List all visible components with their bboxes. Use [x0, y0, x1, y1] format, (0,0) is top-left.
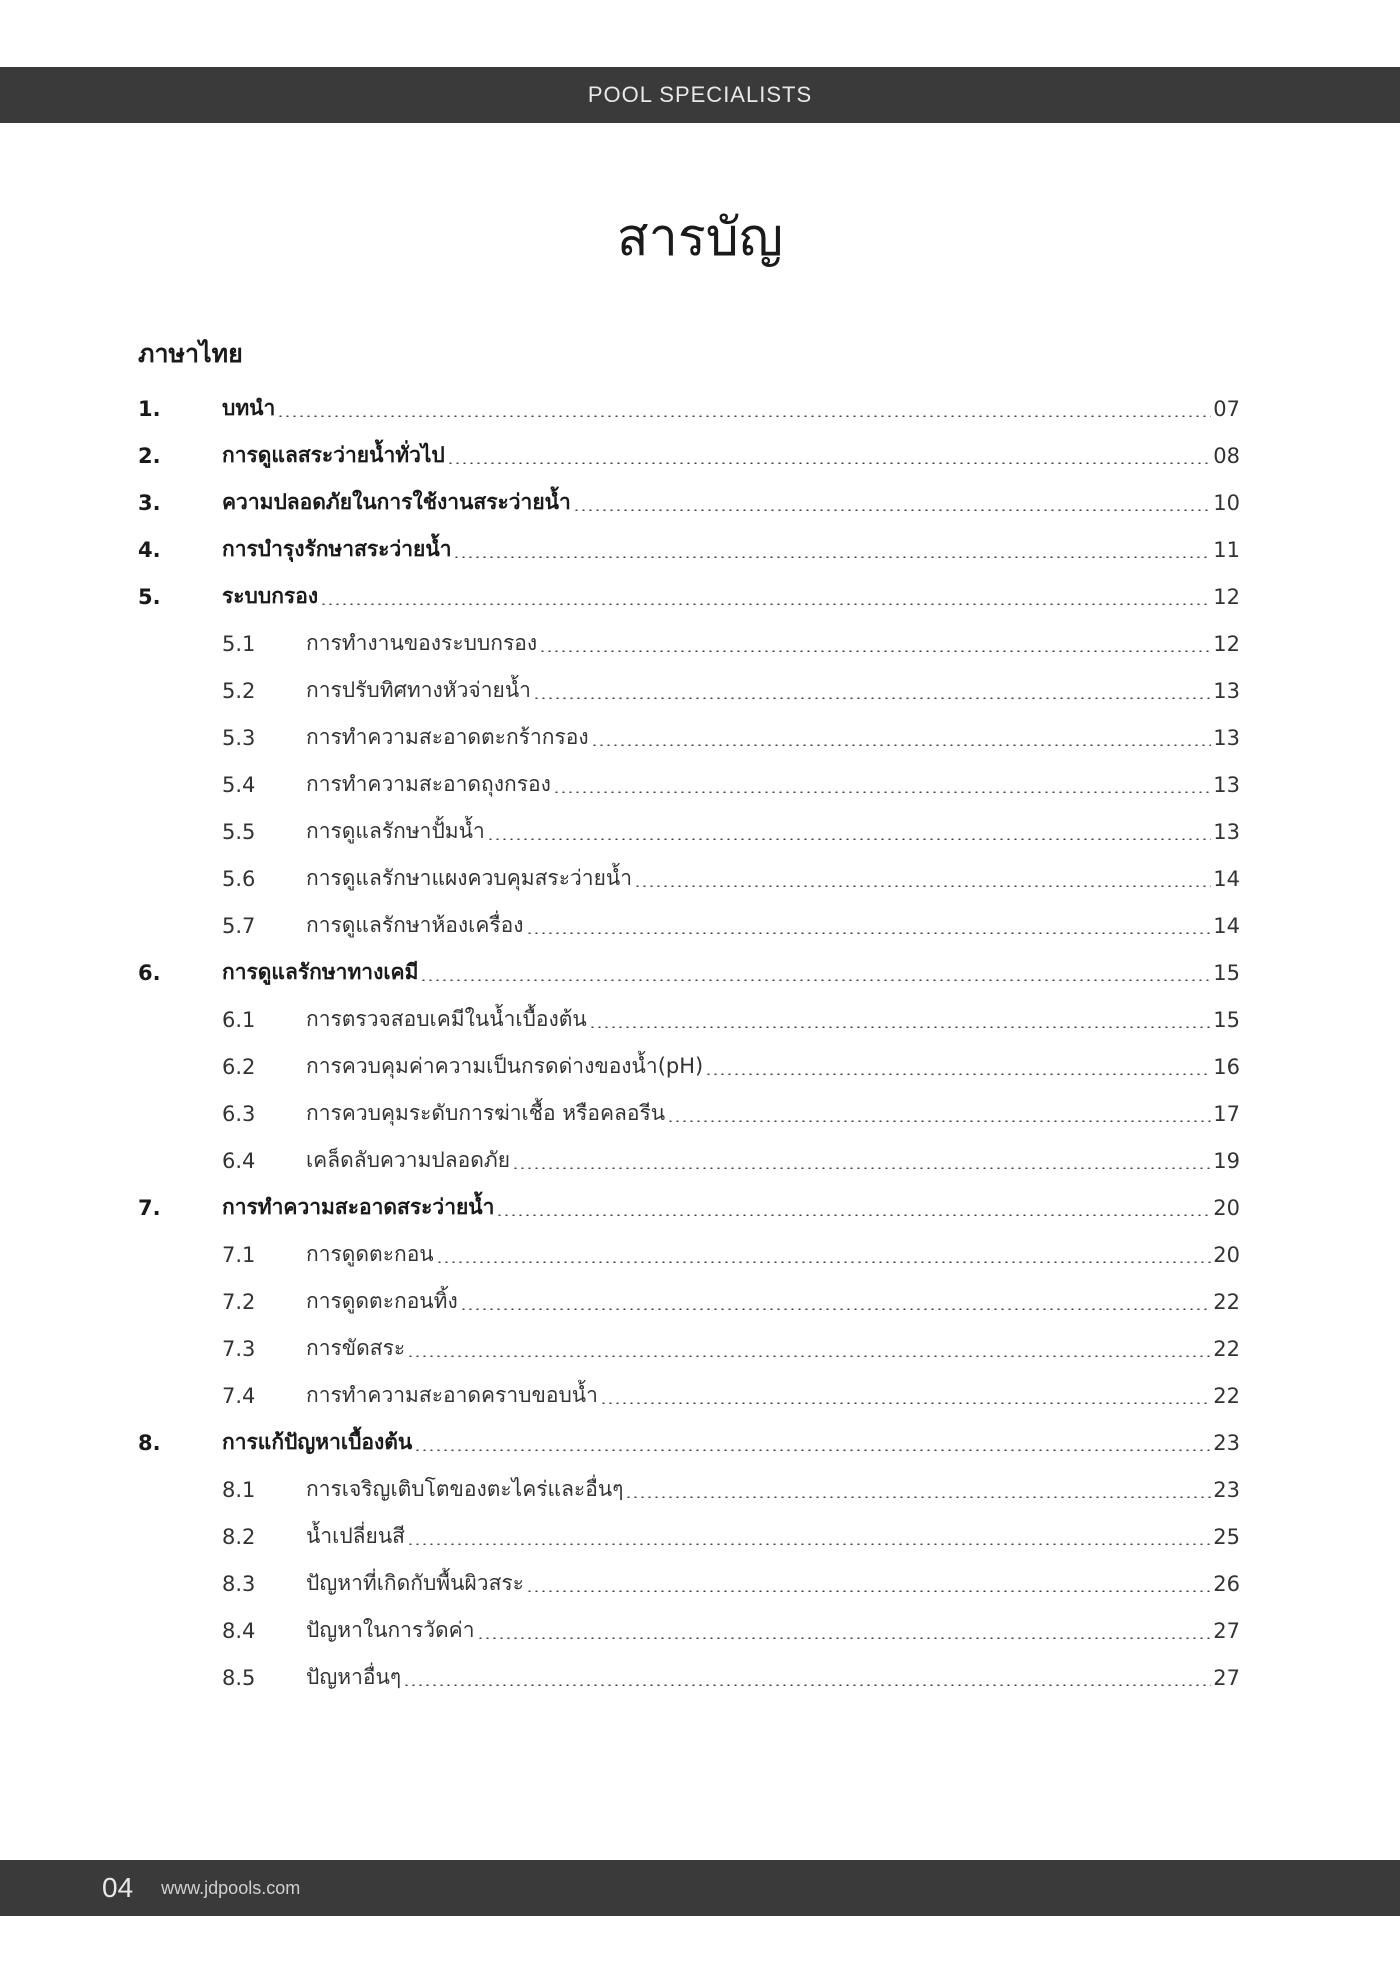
toc-dot-leader [453, 556, 1211, 558]
toc-dot-leader [420, 979, 1211, 981]
toc-entry-number: 5.1 [222, 631, 256, 656]
toc-entry-label: การเจริญเติบโตของตะไคร่และอื่นๆ [306, 1477, 624, 1501]
toc-dot-leader [477, 1637, 1212, 1639]
toc-entry[interactable] [138, 432, 1240, 479]
toc-entry[interactable] [138, 1043, 1240, 1090]
toc-entry-number: 4. [138, 537, 161, 562]
toc-entry-number: 3. [138, 490, 161, 515]
toc-entry-page: 27 [1213, 1665, 1240, 1690]
toc-entry-label: การดูแลรักษาแผงควบคุมสระว่ายน้ำ [306, 866, 633, 890]
toc-dot-leader [496, 1214, 1211, 1216]
toc-entry[interactable] [138, 902, 1240, 949]
toc-entry[interactable] [138, 1513, 1240, 1560]
toc-entry[interactable] [138, 855, 1240, 902]
toc-entry[interactable] [138, 385, 1240, 432]
toc-entry-page: 13 [1213, 725, 1240, 750]
toc-entry[interactable] [138, 526, 1240, 573]
toc-entry-label: การทำความสะอาดสระว่ายน้ำ [222, 1195, 495, 1219]
toc-entry-label: การควบคุมค่าความเป็นกรดด่างของน้ำ(pH) [306, 1054, 704, 1078]
brand-text: POOL SPECIALISTS [587, 82, 813, 107]
toc-entry-page: 15 [1213, 960, 1240, 985]
toc-entry-label: การทำงานของระบบกรอง [306, 631, 538, 655]
toc-entry[interactable] [138, 1231, 1240, 1278]
toc-entry[interactable] [138, 1184, 1240, 1231]
toc-dot-leader [487, 838, 1211, 840]
toc-entry-label: ความปลอดภัยในการใช้งานสระว่ายน้ำ [222, 490, 571, 514]
toc-entry-label: การดูดตะกอน [306, 1242, 434, 1266]
toc-entry-page: 22 [1213, 1289, 1240, 1314]
toc-entry-page: 27 [1213, 1618, 1240, 1643]
toc-entry-page: 08 [1213, 443, 1240, 468]
toc-entry-label: การดูแลรักษาปั้มน้ำ [306, 819, 485, 843]
toc-entry-page: 22 [1213, 1383, 1240, 1408]
toc-entry-number: 8.1 [222, 1477, 256, 1502]
toc-entry-page: 13 [1213, 819, 1240, 844]
toc-entry-number: 6.3 [222, 1101, 256, 1126]
toc-entry-number: 7.2 [222, 1289, 256, 1314]
toc-entry-number: 1. [138, 396, 161, 421]
toc-entry-number: 7. [138, 1195, 161, 1220]
toc-entry-label: การควบคุมระดับการฆ่าเชื้อ หรือคลอรีน [306, 1101, 666, 1125]
toc-entry-label: การดูดตะกอนทิ้ง [306, 1289, 458, 1313]
toc-entry-number: 8.2 [222, 1524, 256, 1549]
toc-entry[interactable] [138, 667, 1240, 714]
toc-dot-leader [600, 1402, 1211, 1404]
toc-entry-page: 25 [1213, 1524, 1240, 1549]
toc-entry-page: 14 [1213, 913, 1240, 938]
toc-entry[interactable] [138, 761, 1240, 808]
toc-dot-leader [414, 1449, 1211, 1451]
toc-entry-label: การทำความสะอาดคราบขอบน้ำ [306, 1383, 598, 1407]
toc-entry-page: 23 [1213, 1430, 1240, 1455]
toc-entry-label: การบำรุงรักษาสระว่ายน้ำ [222, 537, 452, 561]
toc-entry[interactable] [138, 1372, 1240, 1419]
toc-entry-number: 5.4 [222, 772, 256, 797]
toc-entry-number: 5. [138, 584, 161, 609]
toc-entry-number: 2. [138, 443, 161, 468]
toc-dot-leader [512, 1167, 1211, 1169]
toc-dot-leader [553, 791, 1211, 793]
toc-dot-leader [634, 885, 1211, 887]
toc-entry-page: 12 [1213, 584, 1240, 609]
toc-entry[interactable] [138, 1607, 1240, 1654]
toc-entry-number: 8. [138, 1430, 161, 1455]
toc-entry-page: 15 [1213, 1007, 1240, 1032]
toc-entry[interactable] [138, 1419, 1240, 1466]
toc-entry-number: 6.2 [222, 1054, 256, 1079]
toc-entry-page: 12 [1213, 631, 1240, 656]
toc-entry-page: 07 [1213, 396, 1240, 421]
toc-entry[interactable] [138, 573, 1240, 620]
toc-entry-number: 8.5 [222, 1665, 256, 1690]
toc-entry-label: ปัญหาที่เกิดกับพื้นผิวสระ [306, 1571, 524, 1595]
footer-bar [0, 1860, 1400, 1916]
toc-entry-number: 7.1 [222, 1242, 256, 1267]
toc-entry-number: 5.2 [222, 678, 256, 703]
toc-entry-label: ปัญหาในการวัดค่า [306, 1618, 475, 1642]
toc-dot-leader [407, 1355, 1211, 1357]
toc-entry[interactable] [138, 1466, 1240, 1513]
toc-dot-leader [460, 1308, 1212, 1310]
toc-entry-label: การทำความสะอาดถุงกรอง [306, 772, 551, 796]
toc-entry-page: 13 [1213, 678, 1240, 703]
toc-entry-page: 14 [1213, 866, 1240, 891]
toc-entry-number: 7.3 [222, 1336, 256, 1361]
toc-entry[interactable] [138, 620, 1240, 667]
toc-entry-number: 5.6 [222, 866, 256, 891]
toc-entry[interactable] [138, 996, 1240, 1043]
toc-entry-number: 6. [138, 960, 161, 985]
header-bar [0, 67, 1400, 123]
toc-entry-label: การดูแลสระว่ายน้ำทั่วไป [222, 443, 445, 467]
toc-entry[interactable] [138, 808, 1240, 855]
toc-dot-leader [320, 603, 1211, 605]
toc-entry-number: 5.5 [222, 819, 256, 844]
table-of-contents [138, 385, 1240, 1701]
toc-dot-leader [447, 462, 1211, 464]
toc-entry-number: 7.4 [222, 1383, 256, 1408]
toc-entry-label: การขัดสระ [306, 1336, 406, 1360]
toc-dot-leader [589, 1026, 1212, 1028]
toc-entry-page: 11 [1213, 537, 1240, 562]
toc-entry[interactable] [138, 1325, 1240, 1372]
toc-dot-leader [526, 932, 1212, 934]
toc-entry-number: 5.7 [222, 913, 256, 938]
toc-entry-number: 6.4 [222, 1148, 256, 1173]
toc-dot-leader [277, 415, 1211, 417]
toc-dot-leader [436, 1261, 1212, 1263]
toc-dot-leader [625, 1496, 1211, 1498]
toc-entry-page: 16 [1213, 1054, 1240, 1079]
toc-entry-label: การตรวจสอบเคมีในน้ำเบื้องต้น [306, 1007, 587, 1031]
toc-entry-page: 13 [1213, 772, 1240, 797]
toc-entry-number: 8.3 [222, 1571, 256, 1596]
toc-entry-label: ปัญหาอื่นๆ [306, 1665, 402, 1689]
toc-entry-page: 23 [1213, 1477, 1240, 1502]
toc-entry-page: 19 [1213, 1148, 1240, 1173]
toc-entry-page: 20 [1213, 1242, 1240, 1267]
section-label: ภาษาไทย [138, 339, 243, 368]
toc-entry[interactable] [138, 479, 1240, 526]
toc-entry[interactable] [138, 1278, 1240, 1325]
toc-entry-number: 5.3 [222, 725, 256, 750]
toc-entry-page: 10 [1213, 490, 1240, 515]
footer-page-number: 04 [102, 1872, 134, 1903]
toc-entry-label: การดูแลรักษาห้องเครื่อง [306, 913, 524, 937]
toc-dot-leader [591, 744, 1212, 746]
page-title: สารบัญ [616, 208, 784, 268]
toc-entry-page: 20 [1213, 1195, 1240, 1220]
toc-entry-page: 26 [1213, 1571, 1240, 1596]
footer-url: www.jdpools.com [161, 1877, 301, 1898]
toc-entry-page: 22 [1213, 1336, 1240, 1361]
toc-entry-label: การแก้ปัญหาเบื้องต้น [222, 1430, 413, 1454]
toc-dot-leader [539, 650, 1211, 652]
toc-entry[interactable] [138, 1654, 1240, 1701]
toc-dot-leader [407, 1543, 1211, 1545]
toc-entry-label: เคล็ดลับความปลอดภัย [306, 1148, 511, 1172]
toc-entry-label: การดูแลรักษาทางเคมี [222, 960, 419, 984]
toc-entry[interactable] [138, 1560, 1240, 1607]
toc-entry-label: ระบบกรอง [222, 584, 319, 608]
toc-dot-leader [526, 1590, 1211, 1592]
toc-entry[interactable] [138, 714, 1240, 761]
toc-entry-label: การปรับทิศทางหัวจ่ายน้ำ [306, 678, 531, 702]
toc-entry[interactable] [138, 1090, 1240, 1137]
toc-dot-leader [403, 1684, 1211, 1686]
toc-entry-label: น้ำเปลี่ยนสี [306, 1524, 406, 1548]
toc-entry[interactable] [138, 1137, 1240, 1184]
toc-dot-leader [705, 1073, 1211, 1075]
toc-entry-page: 17 [1213, 1101, 1240, 1126]
toc-entry-number: 8.4 [222, 1618, 256, 1643]
toc-entry[interactable] [138, 949, 1240, 996]
toc-dot-leader [533, 697, 1211, 699]
toc-entry-label: การทำความสะอาดตะกร้ากรอง [306, 725, 589, 749]
toc-entry-number: 6.1 [222, 1007, 256, 1032]
toc-dot-leader [667, 1120, 1211, 1122]
toc-entry-label: บทนำ [222, 396, 276, 420]
toc-dot-leader [573, 509, 1211, 511]
